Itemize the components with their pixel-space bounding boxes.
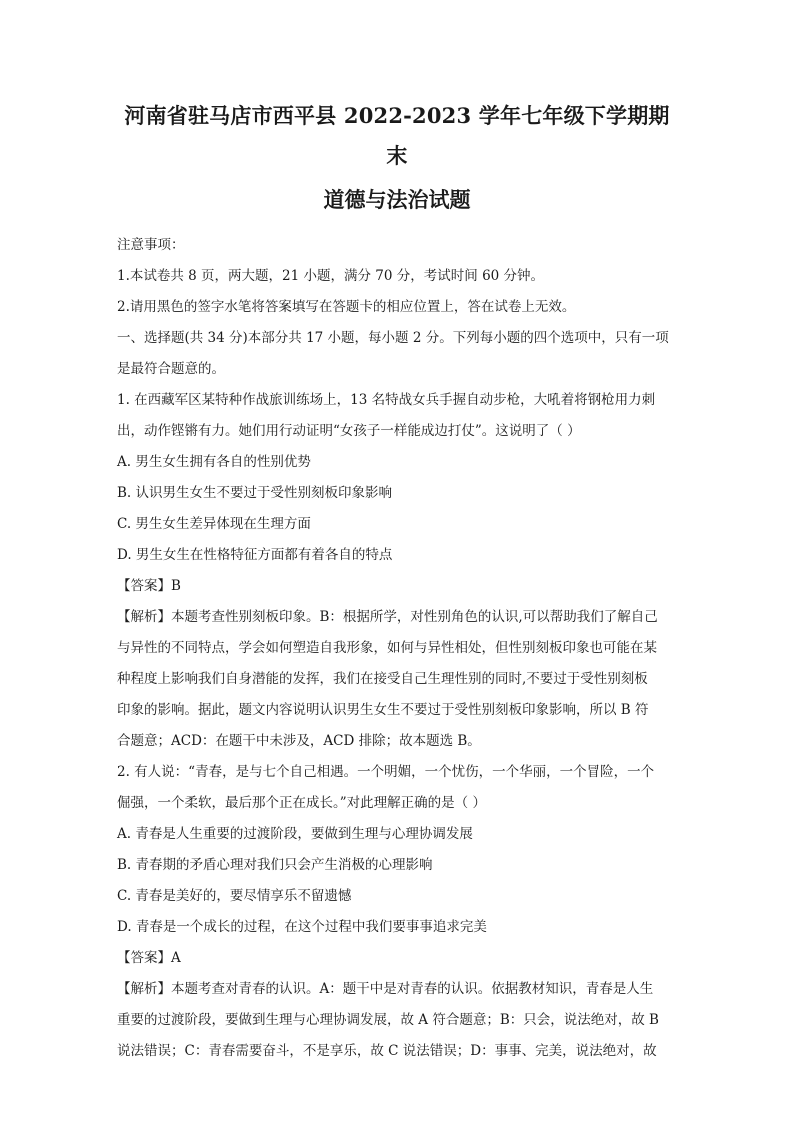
question-stem: 2. 有人说：“青春，是与七个自己相遇。一个明媚，一个忧伤，一个华丽，一个冒险，一个	[117, 764, 655, 780]
answer-label: 【答案】B	[117, 578, 181, 594]
option-d: D. 青春是一个成长的过程，在这个过程中我们要事事追求完美	[117, 919, 487, 935]
section-intro	[117, 323, 677, 385]
question-2	[117, 757, 677, 1067]
option-a: A. 青春是人生重要的过渡阶段，要做到生理与心理协调发展	[117, 826, 473, 842]
option-b: B. 认识男生女生不要过于受性别刻板印象影响	[117, 485, 393, 501]
option-d: D. 男生女生在性格特征方面都有着各自的特点	[117, 547, 393, 563]
analysis-line: 与异性的不同特点，学会如何塑造自我形象，如何与异性相处，但性别刻板印象也可能在某	[117, 640, 657, 656]
option-b: B. 青春期的矛盾心理对我们只会产生消极的心理影响	[117, 857, 433, 873]
option-c: C. 青春是美好的，要尽情享乐不留遗憾	[117, 888, 352, 904]
notes-heading: 注意事项：	[117, 237, 185, 253]
option-a: A. 男生女生拥有各自的性别优势	[117, 454, 311, 470]
option-c: C. 男生女生差异体现在生理方面	[117, 516, 311, 532]
notes-item: 1.本试卷共 8 页，两大题，21 小题，满分 70 分，考试时间 60 分钟。	[117, 268, 545, 284]
page-title: 河南省驻马店市西平县 2022-2023 学年七年级下学期期末	[124, 103, 670, 168]
notes-section	[117, 230, 677, 323]
analysis-line: 印象的影响。据此，题文内容说明认识男生女生不要过于受性别刻板印象影响，所以 B 符	[117, 702, 649, 718]
analysis-line: 种程度上影响我们自身潜能的发挥，我们在接受自己生理性别的同时,不要过于受性别刻板	[117, 671, 648, 687]
question-stem: 出，动作铿锵有力。她们用行动证明“女孩子一样能成边打仗”。这说明了（ ）	[117, 423, 581, 439]
question-stem: 1. 在西藏军区某特种作战旅训练场上，13 名特战女兵手握自动步枪，大吼着将钢枪用力刺	[117, 392, 656, 408]
section-intro-line: 是最符合题意的。	[117, 361, 225, 377]
answer-label: 【答案】A	[117, 950, 181, 966]
page-content	[117, 96, 677, 1067]
notes-item: 2.请用黑色的签字水笔将答案填写在答题卡的相应位置上，答在试卷上无效。	[117, 299, 576, 315]
page-subtitle: 道德与法治试题	[323, 187, 471, 212]
analysis-line: 说法错误；C：青春需要奋斗，不是享乐，故 C 说法错误；D：事事、完美，说法绝对，故	[117, 1043, 657, 1059]
analysis-line: 合题意；ACD：在题干中未涉及，ACD 排除；故本题选 B。	[117, 733, 481, 749]
analysis-line: 【解析】本题考查对青春的认识。A：题干中是对青春的认识。依据教材知识，青春是人生	[117, 981, 654, 997]
analysis-line: 【解析】本题考查性别刻板印象。B：根据所学，对性别角色的认识,可以帮助我们了解自己	[117, 609, 658, 625]
question-stem: 倔强，一个柔软，最后那个正在成长。”对此理解正确的是（ ）	[117, 795, 486, 811]
analysis-line: 重要的过渡阶段，要做到生理与心理协调发展，故 A 符合题意；B：只会，说法绝对，故 B	[117, 1012, 659, 1028]
section-intro-line: 一、选择题(共 34 分)本部分共 17 小题，每小题 2 分。下列每小题的四个选项中，只有一项	[117, 330, 669, 346]
question-1	[117, 385, 677, 757]
